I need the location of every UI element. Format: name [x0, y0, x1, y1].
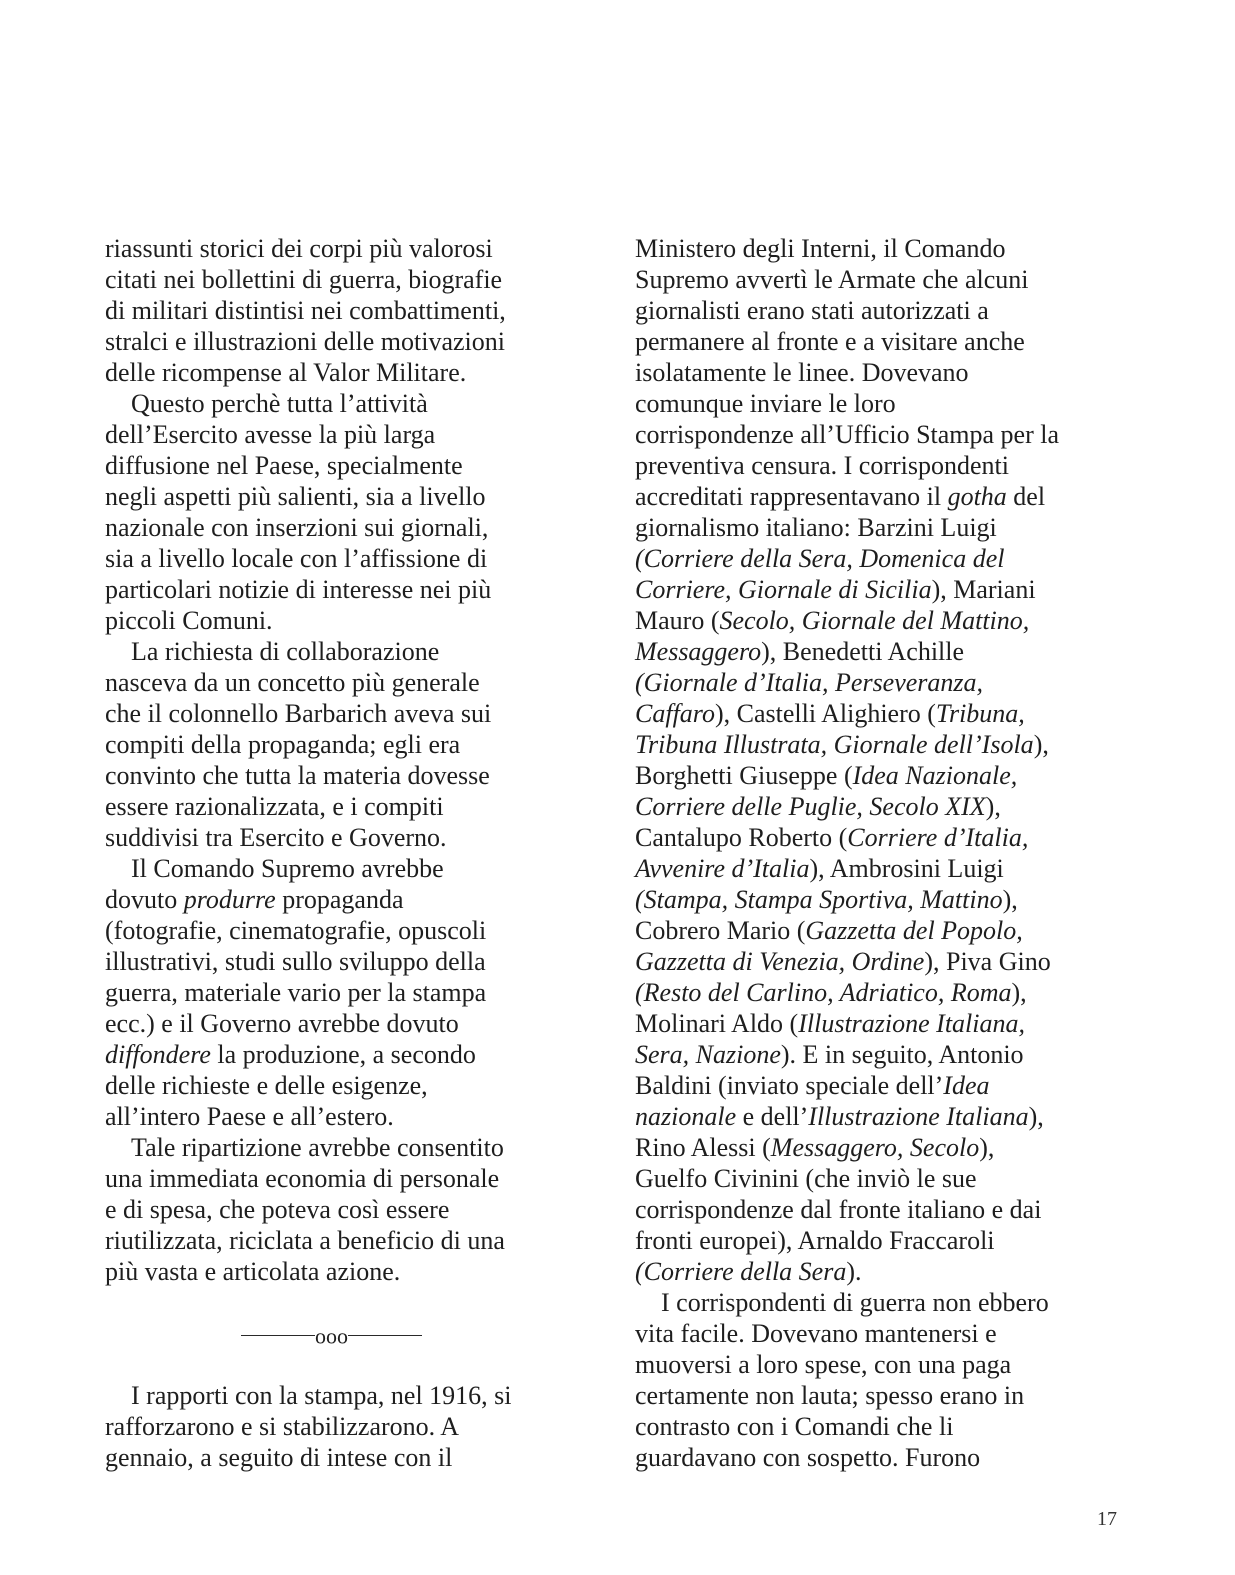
emphasis-text: Tribuna, — [935, 699, 1025, 728]
text-line: corrispondenze all’Ufficio Stampa per la — [635, 420, 1060, 449]
text-line — [635, 1256, 1125, 1287]
emphasis-text: Messaggero, Secolo — [770, 1133, 980, 1162]
text-line: certamente non lauta; spesso erano in — [635, 1381, 1025, 1410]
text-line — [635, 543, 1125, 574]
text-line: illustrativi, studi sullo sviluppo della — [105, 947, 486, 976]
text-run: Borghetti Giuseppe ( — [635, 761, 853, 790]
text-line — [635, 1008, 1125, 1039]
text-run: propaganda — [282, 885, 404, 914]
text-line: una immediata economia di personale — [105, 1164, 500, 1193]
text-line: preventiva censura. I corrispondenti — [635, 451, 1009, 480]
emphasis-text: Gazzetta di Venezia, Ordine — [635, 947, 925, 976]
text-run: ). E in seguito, Antonio — [780, 1040, 1024, 1069]
emphasis-text: Messaggero — [635, 637, 762, 666]
text-run: e dell’ — [742, 1102, 809, 1131]
text-run: ), — [1028, 1102, 1044, 1131]
text-line: guerra, materiale vario per la stampa — [105, 978, 487, 1007]
emphasis-text: (Resto del Carlino, Adriatico, Roma — [635, 978, 1012, 1007]
text-line — [635, 1070, 1125, 1101]
text-run: del — [1013, 482, 1046, 511]
text-run: Cobrero Mario ( — [635, 916, 806, 945]
text-line — [635, 605, 1125, 636]
text-line: ecc.) e il Governo avrebbe dovuto — [105, 1009, 459, 1038]
left-text-column — [105, 233, 585, 1473]
emphasis-text: Sera, Nazione — [635, 1040, 781, 1069]
text-line: dell’Esercito avesse la più larga — [105, 420, 436, 449]
text-run: ), Piva Gino — [924, 947, 1051, 976]
text-line — [635, 977, 1125, 1008]
text-run: ), — [1002, 885, 1018, 914]
text-line — [105, 1039, 585, 1070]
emphasis-text: Corriere d’Italia, — [847, 823, 1029, 852]
text-line: corrispondenze dal fronte italiano e dai — [635, 1195, 1042, 1224]
emphasis-text: (Giornale d’Italia, Perseveranza, — [635, 668, 984, 697]
text-line: giornalisti erano stati autorizzati a — [635, 296, 989, 325]
emphasis-text: Caffaro — [635, 699, 715, 728]
text-run: la produzione, a secondo — [217, 1040, 476, 1069]
text-line: all’intero Paese e all’estero. — [105, 1102, 394, 1131]
text-line: permanere al fronte e a visitare anche — [635, 327, 1025, 356]
text-line: piccoli Comuni. — [105, 606, 273, 635]
text-line: La richiesta di collaborazione — [131, 637, 440, 666]
text-line — [635, 853, 1125, 884]
text-line: sia a livello locale con l’affissione di — [105, 544, 488, 573]
text-run: ), — [979, 1133, 995, 1162]
emphasis-text: Gazzetta del Popolo, — [805, 916, 1023, 945]
text-run: dovuto — [105, 885, 178, 914]
separator-rule-right — [348, 1335, 422, 1336]
text-line — [635, 760, 1125, 791]
emphasis-text: gotha — [947, 482, 1007, 511]
page-number: 17 — [1097, 1508, 1117, 1530]
text-line: più vasta e articolata azione. — [105, 1257, 401, 1286]
separator-rule-left — [241, 1335, 315, 1336]
text-line: di militari distintisi nei combattimenti, — [105, 296, 506, 325]
text-run: ), Ambrosini Luigi — [809, 854, 1004, 883]
text-line — [105, 884, 585, 915]
emphasis-text: diffondere — [105, 1040, 211, 1069]
text-line — [635, 791, 1125, 822]
text-line — [635, 1039, 1125, 1070]
text-line: diffusione nel Paese, specialmente — [105, 451, 463, 480]
text-line: Supremo avvertì le Armate che alcuni — [635, 265, 1029, 294]
text-line: riassunti storici dei corpi più valorosi — [105, 234, 493, 263]
text-line: suddivisi tra Esercito e Governo. — [105, 823, 447, 852]
text-run: Rino Alessi ( — [635, 1133, 771, 1162]
text-run: accreditati rappresentavano il — [635, 482, 942, 511]
emphasis-text: (Corriere della Sera, Domenica del — [635, 544, 1005, 573]
text-line — [635, 1101, 1125, 1132]
text-run: ), Benedetti Achille — [761, 637, 965, 666]
emphasis-text: Idea — [943, 1071, 990, 1100]
text-run: Molinari Aldo ( — [635, 1009, 799, 1038]
text-line: I rapporti con la stampa, nel 1916, si — [131, 1381, 512, 1410]
text-line: muoversi a loro spese, con una paga — [635, 1350, 1012, 1379]
emphasis-text: Tribuna Illustrata, Giornale dell’Isola — [635, 730, 1034, 759]
emphasis-text: Idea Nazionale, — [852, 761, 1018, 790]
text-line: guardavano con sospetto. Furono — [635, 1443, 981, 1472]
text-line: Il Comando Supremo avrebbe — [131, 854, 444, 883]
text-line: delle ricompense al Valor Militare. — [105, 358, 467, 387]
emphasis-text: Secolo, Giornale del Mattino, — [719, 606, 1030, 635]
text-line: I corrispondenti di guerra non ebbero — [661, 1288, 1049, 1317]
text-line — [635, 574, 1125, 605]
text-line — [635, 946, 1125, 977]
text-line: convinto che tutta la materia dovesse — [105, 761, 490, 790]
emphasis-text: (Stampa, Stampa Sportiva, Mattino — [635, 885, 1003, 914]
right-text-column — [635, 233, 1125, 1473]
emphasis-text: (Corriere della Sera — [635, 1257, 847, 1286]
text-run: ), Castelli Alighiero ( — [714, 699, 936, 728]
text-run: ), — [1011, 978, 1027, 1007]
text-line — [635, 729, 1125, 760]
emphasis-text: produrre — [183, 885, 276, 914]
text-line: Tale ripartizione avrebbe consentito — [131, 1133, 504, 1162]
text-line: Questo perchè tutta l’attività — [131, 389, 428, 418]
text-line — [635, 481, 1125, 512]
text-line: negli aspetti più salienti, sia a livello — [105, 482, 486, 511]
text-line — [635, 884, 1125, 915]
section-separator — [105, 1318, 585, 1349]
text-run: Baldini (inviato speciale dell’ — [635, 1071, 944, 1100]
text-line — [635, 667, 1125, 698]
text-line — [635, 822, 1125, 853]
text-line — [635, 915, 1125, 946]
text-line — [635, 698, 1125, 729]
text-run: Cantalupo Roberto ( — [635, 823, 848, 852]
text-line: nazionale con inserzioni sui giornali, — [105, 513, 489, 542]
text-line: delle richieste e delle esigenze, — [105, 1071, 428, 1100]
text-line: compiti della propaganda; egli era — [105, 730, 461, 759]
text-line: gennaio, a seguito di intese con il — [105, 1443, 453, 1472]
text-line: contrasto con i Comandi che li — [635, 1412, 954, 1441]
text-line: e di spesa, che poteva così essere — [105, 1195, 450, 1224]
text-line: vita facile. Dovevano mantenersi e — [635, 1319, 997, 1348]
text-line: isolatamente le linee. Dovevano — [635, 358, 969, 387]
text-line: particolari notizie di interesse nei più — [105, 575, 492, 604]
text-line: che il colonnello Barbarich aveva sui — [105, 699, 492, 728]
text-line: nasceva da un concetto più generale — [105, 668, 480, 697]
text-line: fronti europei), Arnaldo Fraccaroli — [635, 1226, 995, 1255]
text-run: ). — [846, 1257, 862, 1286]
text-line: (fotografie, cinematografie, opuscoli — [105, 916, 487, 945]
text-line: rafforzarono e si stabilizzarono. A — [105, 1412, 459, 1441]
text-line: comunque inviare le loro — [635, 389, 896, 418]
text-line — [635, 1132, 1125, 1163]
emphasis-text: Illustrazione Italiana — [808, 1102, 1029, 1131]
emphasis-text: Illustrazione Italiana, — [798, 1009, 1025, 1038]
text-line: Ministero degli Interni, il Comando — [635, 234, 1006, 263]
text-line: stralci e illustrazioni delle motivazioni — [105, 327, 505, 356]
text-run: Mauro ( — [635, 606, 720, 635]
text-run: ), — [1033, 730, 1049, 759]
text-line: giornalismo italiano: Barzini Luigi — [635, 513, 997, 542]
emphasis-text: Avvenire d’Italia — [635, 854, 810, 883]
emphasis-text: Corriere delle Puglie, Secolo XIX — [635, 792, 986, 821]
text-line: Guelfo Civinini (che inviò le sue — [635, 1164, 977, 1193]
text-run: ), Mariani — [931, 575, 1036, 604]
text-line: riutilizzata, riciclata a beneficio di una — [105, 1226, 505, 1255]
emphasis-text: nazionale — [635, 1102, 737, 1131]
text-line: citati nei bollettini di guerra, biografie — [105, 265, 503, 294]
emphasis-text: Corriere, Giornale di Sicilia — [635, 575, 932, 604]
text-run: ), — [985, 792, 1001, 821]
separator-mark: ooo — [315, 1323, 348, 1349]
text-line: essere razionalizzata, e i compiti — [105, 792, 444, 821]
text-line — [635, 636, 1125, 667]
